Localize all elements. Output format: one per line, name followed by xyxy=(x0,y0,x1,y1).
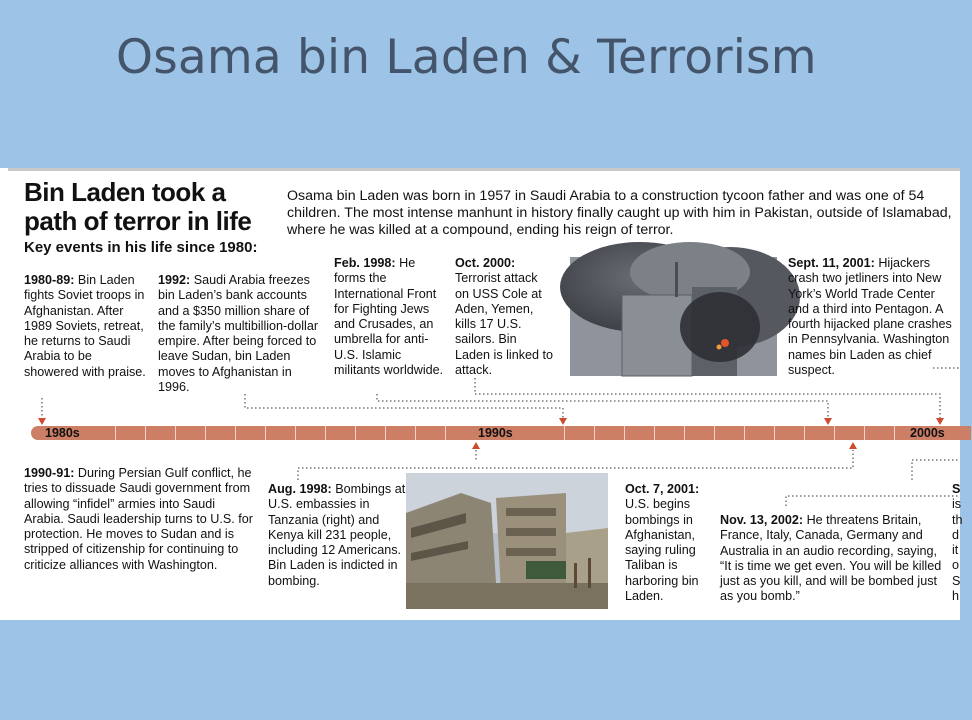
event-date: Oct. 2000: xyxy=(455,256,516,270)
axis-tick xyxy=(145,426,146,440)
decade-label-2000s: 2000s xyxy=(906,426,949,440)
axis-tick xyxy=(624,426,625,440)
cutoff-line: d xyxy=(952,527,960,542)
event-text: U.S. begins bombings in Afghanistan, saying ruling Taliban is harboring bin Laden. xyxy=(625,497,699,604)
event-aug-1998 xyxy=(268,482,406,589)
event-text: He forms the International Front for Fighting Jews and Crusades, an umbrella for anti-U.S. Islamic militants worldwide. xyxy=(334,256,444,378)
axis-tick xyxy=(654,426,655,440)
event-date: Oct. 7, 2001: xyxy=(625,482,700,496)
axis-tick xyxy=(864,426,865,440)
axis-tick xyxy=(235,426,236,440)
graphic-intro: Osama bin Laden was born in 1957 in Saudi Arabia to a construction tycoon father and was one of 54 children. The most intense manhunt in history finally caught up with him in Pakistan, outside of Islamabad, where he was killed at a compound, ending his reign of terror. xyxy=(287,188,952,239)
event-text: Terrorist attack on USS Cole at Aden, Yemen, kills 17 U.S. sailors. Bin Laden is linked to attack. xyxy=(455,271,554,378)
event-text: During Persian Gulf conflict, he tries to dissuade Saudi government from allowing “infidel” armies into Saudi Arabia. Saudi leadership turns to U.S. for protection. He moves to Sudan and is stripped of citizenship for continuing to criticize alliances with Washington. xyxy=(24,466,253,572)
event-oct-7-2001 xyxy=(625,482,715,604)
axis-tick xyxy=(355,426,356,440)
slide-title: Osama bin Laden & Terrorism xyxy=(116,30,817,85)
decade-label-1980s: 1980s xyxy=(41,426,84,440)
event-text: He threatens Britain, France, Italy, Canada, Germany and Australia in an audio recording, saying, “It is time we get even. You will be killed just as you kill, and will be bombed just as you bomb.” xyxy=(720,513,942,604)
event-text: Bin Laden fights Soviet troops in Afghanistan. After 1989 Soviets, retreat, he returns to Saudi Arabia to be showered with praise. xyxy=(24,273,146,379)
axis-tick xyxy=(115,426,116,440)
event-date: 1990-91: xyxy=(24,466,75,480)
event-text: Saudi Arabia freezes bin Laden’s bank accounts and a $350 million share of the family’s multibillion-dollar empire. After being forced to leave Sudan, bin Laden moves to Afghanistan in 1996. xyxy=(158,273,319,395)
timeline-axis xyxy=(31,426,971,440)
axis-tick xyxy=(295,426,296,440)
axis-tick xyxy=(774,426,775,440)
decade-label-1990s: 1990s xyxy=(474,426,517,440)
axis-tick xyxy=(385,426,386,440)
axis-tick xyxy=(834,426,835,440)
event-cutoff-column xyxy=(952,482,972,604)
event-date: Nov. 13, 2002: xyxy=(720,513,804,527)
axis-tick xyxy=(265,426,266,440)
axis-tick xyxy=(804,426,805,440)
event-date: 1992: xyxy=(158,273,191,287)
event-date: Sept. 11, 2001: xyxy=(788,256,875,270)
event-date: Feb. 1998: xyxy=(334,256,396,270)
axis-tick xyxy=(205,426,206,440)
event-nov-13-2002 xyxy=(720,513,942,605)
graphic-headline: Bin Laden took a path of terror in life xyxy=(24,177,252,236)
event-text: Bombings at U.S. embassies in Tanzania (right) and Kenya kill 231 people, including 12 Americans. Bin Laden is indicted in bombing. xyxy=(268,482,406,588)
axis-tick xyxy=(325,426,326,440)
axis-tick xyxy=(564,426,565,440)
cutoff-line: S xyxy=(952,573,961,588)
cutoff-line: S xyxy=(952,482,961,496)
axis-tick xyxy=(684,426,685,440)
embassy-bombing-photo xyxy=(406,473,608,609)
axis-tick xyxy=(415,426,416,440)
cutoff-line: o xyxy=(952,558,960,573)
axis-tick xyxy=(175,426,176,440)
axis-tick xyxy=(894,426,895,440)
graphic-subhead: Key events in his life since 1980: xyxy=(24,239,258,256)
event-1990-91 xyxy=(24,466,256,573)
event-date: Aug. 1998: xyxy=(268,482,332,496)
event-text: Hijackers crash two jetliners into New York’s World Trade Center and a third into Pentagon. A fourth hijacked plane crashes in Pennsylvania. Washington names bin Laden as chief suspect. xyxy=(788,256,952,378)
axis-tick xyxy=(744,426,745,440)
cutoff-line: h xyxy=(952,589,960,604)
axis-tick xyxy=(714,426,715,440)
axis-tick xyxy=(445,426,446,440)
cutoff-line: is xyxy=(952,497,962,512)
timeline-graphic xyxy=(0,168,963,620)
cutoff-line: it xyxy=(952,543,959,558)
cutoff-line: th xyxy=(952,512,963,527)
event-date: 1980-89: xyxy=(24,273,75,287)
axis-tick xyxy=(594,426,595,440)
